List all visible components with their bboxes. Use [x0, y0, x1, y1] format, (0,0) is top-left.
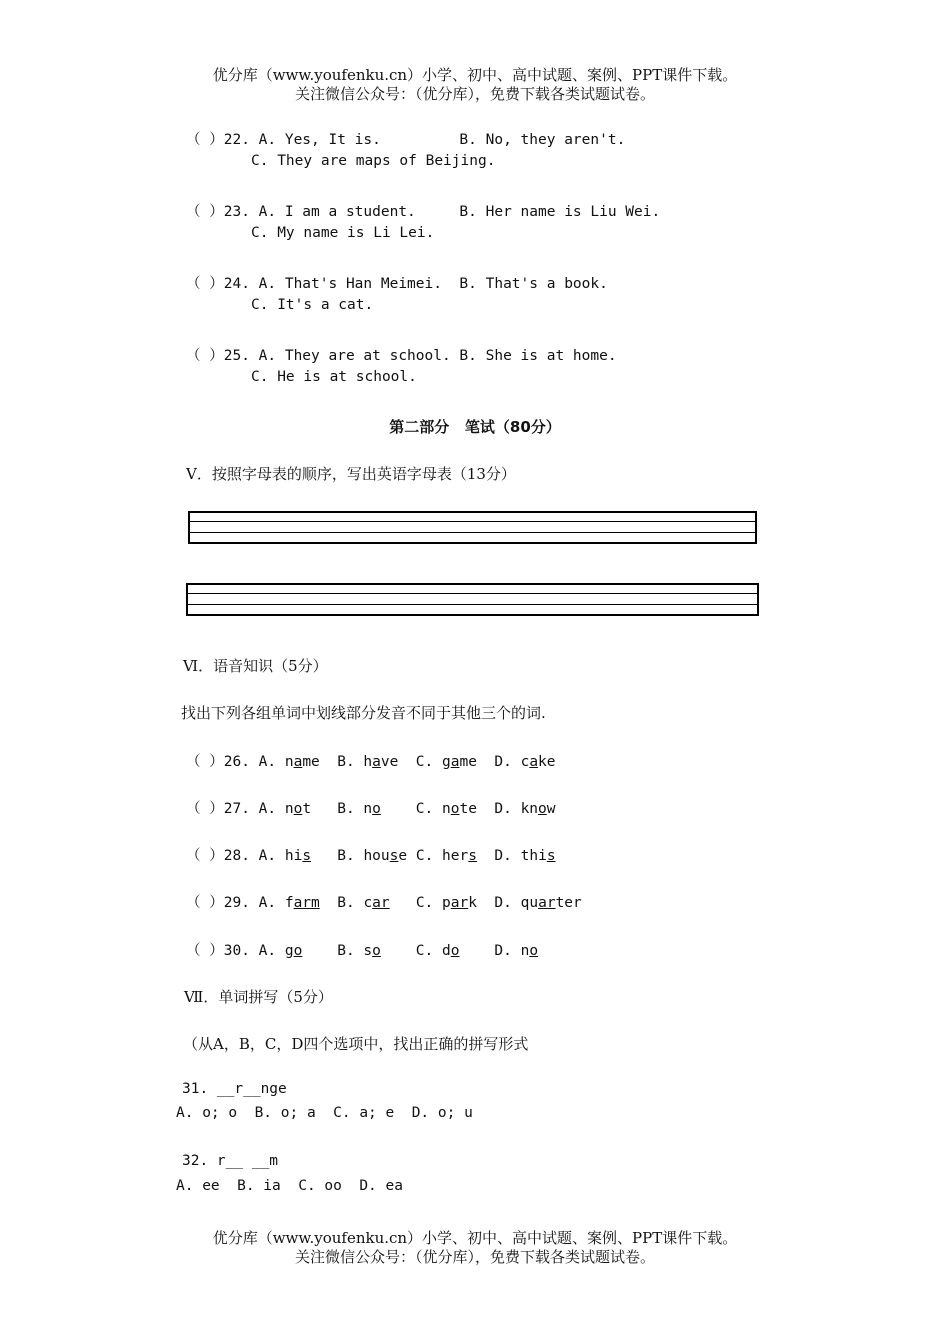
header-line-2: 关注微信公众号：（优分库），免费下载各类试题试卷。 — [294, 85, 655, 103]
question-22-row1: （ ）22. A. Yes, It is. B. No, they aren't. — [186, 132, 626, 148]
section6-instruction: 找出下列各组单词中划线部分发音不同于其他三个的词. — [181, 704, 546, 722]
question-28: （ ）28. A. his B. house C. hers D. this — [186, 848, 556, 864]
question-26: （ ）26. A. name B. have C. game D. cake — [186, 754, 556, 770]
section7-title: Ⅶ．单词拼写（5分） — [184, 988, 333, 1006]
writing-lines-2[interactable] — [186, 583, 759, 616]
question-32-stem: 32. r__ __m — [182, 1153, 279, 1169]
question-31-stem: 31. __r__nge — [182, 1081, 287, 1097]
question-24-row2: C. It's a cat. — [251, 297, 374, 313]
footer-line-2: 关注微信公众号：（优分库），免费下载各类试题试卷。 — [294, 1248, 655, 1266]
header-line-1: 优分库（www.youfenku.cn）小学、初中、高中试题、案例、PPT课件下载。 — [212, 66, 738, 84]
question-25-row1: （ ）25. A. They are at school. B. She is at home. — [186, 348, 617, 364]
question-24-row1: （ ）24. A. That's Han Meimei. B. That's a book. — [186, 276, 608, 292]
part2-title: 第二部分 笔试（80分） — [389, 418, 561, 436]
writing-rule — [188, 604, 757, 605]
question-32-options: A. ee B. ia C. oo D. ea — [176, 1178, 403, 1194]
question-25-row2: C. He is at school. — [251, 369, 417, 385]
writing-rule — [188, 593, 757, 594]
question-29: （ ）29. A. farm B. car C. park D. quarter — [186, 895, 582, 911]
question-22-row2: C. They are maps of Beijing. — [251, 153, 496, 169]
section7-instruction: （从A，B，C，D四个选项中，找出正确的拼写形式 — [183, 1035, 529, 1053]
writing-rule — [190, 521, 755, 522]
section6-title: Ⅵ．语音知识（5分） — [183, 657, 328, 675]
section5-title: V．按照字母表的顺序，写出英语字母表（13分） — [186, 465, 516, 483]
footer-line-1: 优分库（www.youfenku.cn）小学、初中、高中试题、案例、PPT课件下载。 — [212, 1229, 738, 1247]
writing-rule — [190, 532, 755, 533]
question-30: （ ）30. A. go B. so C. do D. no — [186, 943, 539, 959]
question-23-row1: （ ）23. A. I am a student. B. Her name is Liu Wei. — [186, 204, 661, 220]
question-27: （ ）27. A. not B. no C. note D. know — [186, 801, 556, 817]
question-23-row2: C. My name is Li Lei. — [251, 225, 435, 241]
writing-lines-1[interactable] — [188, 511, 757, 544]
question-31-options: A. o; o B. o; a C. a; e D. o; u — [176, 1105, 473, 1121]
